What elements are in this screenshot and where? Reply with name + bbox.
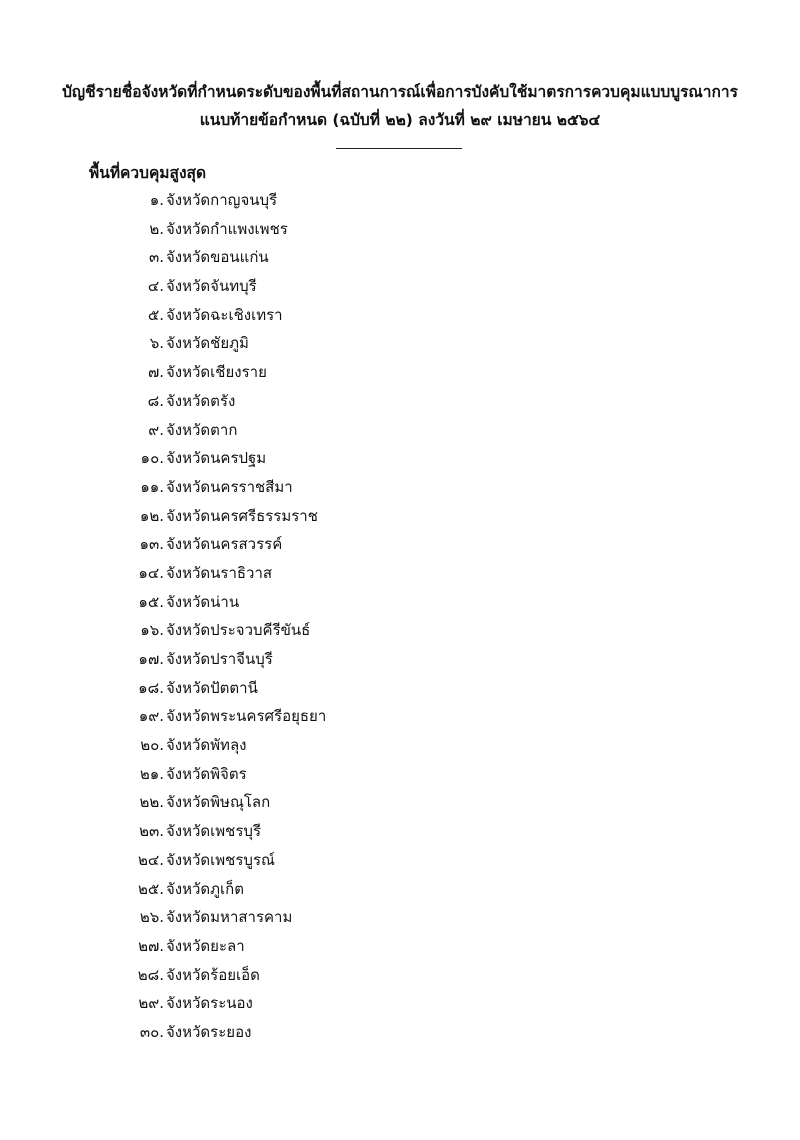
- province-name: จังหวัดน่าน: [166, 592, 240, 611]
- province-name: จังหวัดจันทบุรี: [166, 277, 257, 296]
- province-name: จังหวัดเพชรบูรณ์: [166, 850, 275, 869]
- item-number: ๒๒.: [139, 793, 164, 812]
- province-name: จังหวัดพระนครศรีอยุธยา: [166, 707, 327, 726]
- list-item: [0, 183, 800, 212]
- province-name: จังหวัดระนอง: [166, 994, 253, 1013]
- list-item: [0, 355, 800, 384]
- list-item: [0, 699, 800, 728]
- item-number: ๒๖.: [139, 908, 164, 927]
- item-number: ๒๔.: [137, 850, 164, 869]
- province-name: จังหวัดประจวบคีรีขันธ์: [166, 621, 311, 640]
- list-item: [0, 986, 800, 1015]
- list-item: [0, 929, 800, 958]
- item-number: ๑.: [149, 191, 164, 209]
- item-number: ๑๓.: [139, 535, 164, 554]
- item-number: ๓.: [148, 248, 164, 267]
- section-heading: พื้นที่ควบคุมสูงสุด: [89, 164, 207, 182]
- item-number: ๗.: [147, 363, 164, 382]
- item-number: ๔.: [147, 277, 164, 296]
- province-name: จังหวัดนครราชสีมา: [166, 477, 293, 496]
- list-item: [0, 384, 800, 413]
- item-number: ๘.: [147, 391, 164, 410]
- item-number: ๑๑.: [140, 477, 164, 496]
- item-number: ๒๓.: [139, 822, 164, 841]
- province-name: จังหวัดชัยภูมิ: [166, 334, 249, 353]
- province-name: จังหวัดนราธิวาส: [166, 563, 273, 582]
- item-number: ๒๑.: [139, 764, 164, 783]
- item-number: ๖.: [149, 334, 164, 353]
- item-number: ๑๔.: [138, 563, 164, 582]
- item-number: ๒๗.: [138, 936, 164, 955]
- item-number: ๕.: [147, 305, 164, 324]
- list-item: [0, 900, 800, 929]
- province-list: [0, 183, 800, 1044]
- list-item: [0, 441, 800, 470]
- province-name: จังหวัดนครศรีธรรมราช: [166, 506, 318, 525]
- item-number: ๒๙.: [138, 994, 164, 1013]
- item-number: ๑๘.: [138, 678, 164, 697]
- item-number: ๑๗.: [138, 650, 164, 668]
- list-item: [0, 298, 800, 327]
- province-name: จังหวัดปราจีนบุรี: [166, 650, 273, 668]
- list-item: [0, 671, 800, 700]
- item-number: ๒.: [149, 219, 164, 238]
- list-item: [0, 269, 800, 298]
- document-title-line-2: แนบท้ายข้อกำหนด (ฉบับที่ ๒๒) ลงวันที่ ๒๙ เมษายน ๒๕๖๔: [199, 111, 601, 129]
- province-name: จังหวัดขอนแก่น: [166, 248, 269, 267]
- list-item: [0, 499, 800, 528]
- province-name: จังหวัดตรัง: [166, 391, 236, 410]
- list-item: [0, 413, 800, 442]
- list-item: [0, 527, 800, 556]
- list-item: [0, 326, 800, 355]
- list-item: [0, 613, 800, 642]
- list-item: [0, 814, 800, 843]
- list-item: [0, 240, 800, 269]
- item-number: ๒๐.: [140, 736, 164, 755]
- item-number: ๑๙.: [138, 707, 164, 726]
- item-number: ๒๕.: [137, 879, 164, 898]
- item-number: ๑๐.: [140, 449, 164, 468]
- list-item: [0, 843, 800, 872]
- province-name: จังหวัดพัทลุง: [166, 736, 247, 755]
- province-name: จังหวัดภูเก็ต: [166, 879, 245, 898]
- province-name: จังหวัดยะลา: [166, 936, 245, 955]
- list-item: [0, 556, 800, 585]
- province-name: จังหวัดปัตตานี: [166, 678, 258, 697]
- document-title-line-1: บัญชีรายชื่อจังหวัดที่กำหนดระดับของพื้นที่สถานการณ์เพื่อการบังคับใช้มาตรการควบคุมแบบบูรณาการ: [62, 83, 738, 101]
- item-number: ๑๖.: [140, 621, 164, 640]
- list-item: [0, 585, 800, 614]
- province-name: จังหวัดระยอง: [166, 1022, 252, 1041]
- province-name: จังหวัดนครปฐม: [166, 449, 267, 468]
- province-name: จังหวัดมหาสารคาม: [166, 908, 293, 927]
- item-number: ๙.: [148, 420, 164, 439]
- province-name: จังหวัดกำแพงเพชร: [166, 219, 288, 238]
- title-divider: [336, 148, 462, 149]
- item-number: ๑๕.: [138, 592, 164, 611]
- item-number: ๓๐.: [139, 1022, 164, 1041]
- list-item: [0, 642, 800, 671]
- list-item: [0, 728, 800, 757]
- list-item: [0, 212, 800, 241]
- item-number: ๑๒.: [139, 506, 164, 525]
- province-name: จังหวัดตาก: [166, 420, 238, 439]
- list-item: [0, 1015, 800, 1044]
- item-number: ๒๘.: [137, 965, 164, 984]
- province-name: จังหวัดนครสวรรค์: [166, 535, 283, 554]
- list-item: [0, 470, 800, 499]
- province-name: จังหวัดร้อยเอ็ด: [166, 965, 260, 984]
- province-name: จังหวัดกาญจนบุรี: [166, 191, 278, 209]
- province-name: จังหวัดเพชรบุรี: [166, 822, 261, 841]
- list-item: [0, 958, 800, 987]
- province-name: จังหวัดเชียงราย: [166, 363, 267, 382]
- list-item: [0, 872, 800, 901]
- province-name: จังหวัดพิษณุโลก: [166, 793, 271, 812]
- list-item: [0, 757, 800, 786]
- province-name: จังหวัดฉะเชิงเทรา: [166, 305, 283, 324]
- list-item: [0, 785, 800, 814]
- province-name: จังหวัดพิจิตร: [166, 764, 247, 783]
